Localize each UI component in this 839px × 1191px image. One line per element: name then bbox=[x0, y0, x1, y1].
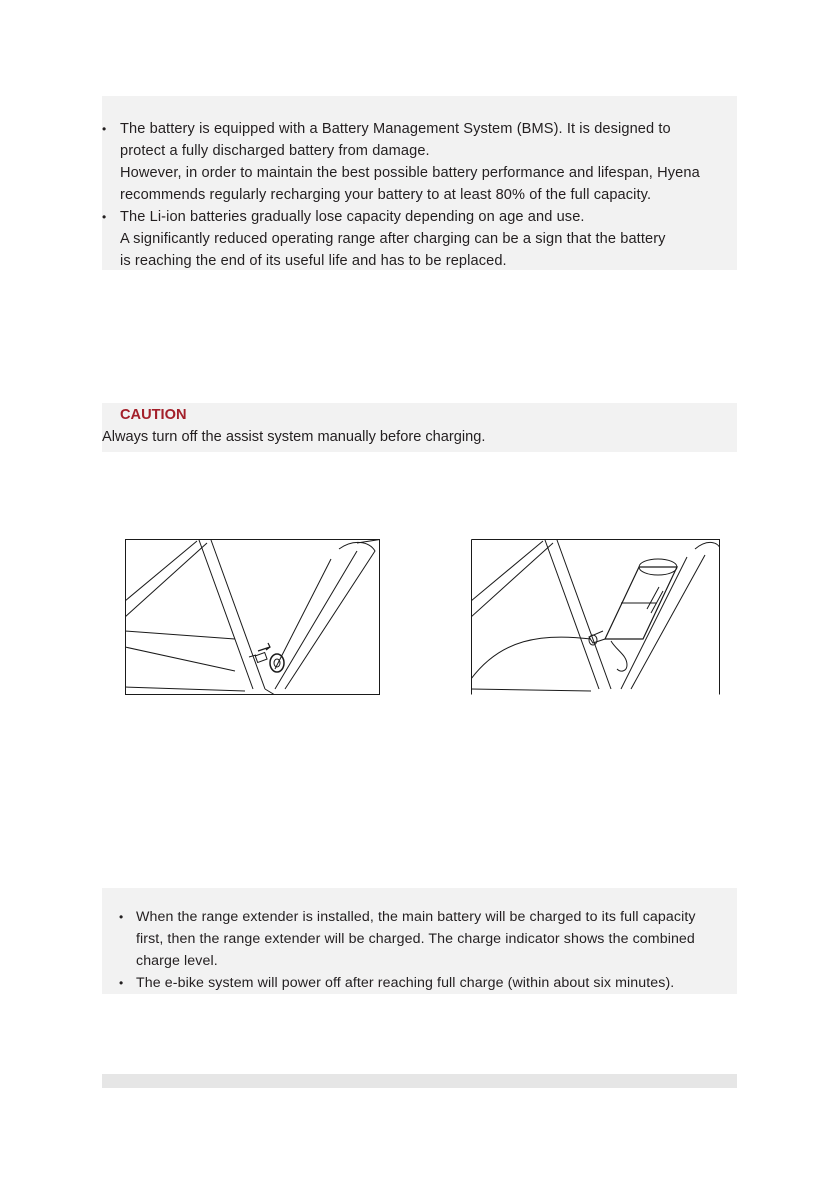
range-extender-note bbox=[102, 888, 737, 994]
caution-text: Always turn off the assist system manually before charging. bbox=[102, 429, 486, 445]
list-item: • When the range extender is installed, the main battery will be charged to its full capacity first, then the range extender will be charged. The charge indicator shows the combined charge level. bbox=[136, 906, 756, 972]
caution-title: CAUTION bbox=[120, 407, 187, 423]
battery-info-list bbox=[120, 118, 760, 272]
range-extender-charging-illustration bbox=[471, 539, 720, 695]
list-item: • The battery is equipped with a Battery Management System (BMS). It is designed to protect a fully discharged battery from damage. However, in order to maintain the best possible battery performance and lifespan, Hyena recommends regularly recharging your battery to at least 80% of the full capacity. bbox=[120, 118, 760, 206]
charger-plug-icon bbox=[249, 643, 284, 672]
list-item: • The Li-ion batteries gradually lose capacity depending on age and use. A significantly reduced operating range after charging can be a sign that the battery is reaching the end of its useful life and has to be replaced. bbox=[120, 206, 760, 272]
caution-box bbox=[102, 403, 737, 452]
range-extender-list bbox=[136, 906, 756, 994]
list-item: • The e-bike system will power off after reaching full charge (within about six minutes). bbox=[136, 972, 756, 994]
charging-port-illustration bbox=[125, 539, 380, 695]
footer-band bbox=[102, 1074, 737, 1088]
battery-info-note bbox=[102, 96, 737, 270]
range-extender-icon bbox=[589, 559, 677, 671]
